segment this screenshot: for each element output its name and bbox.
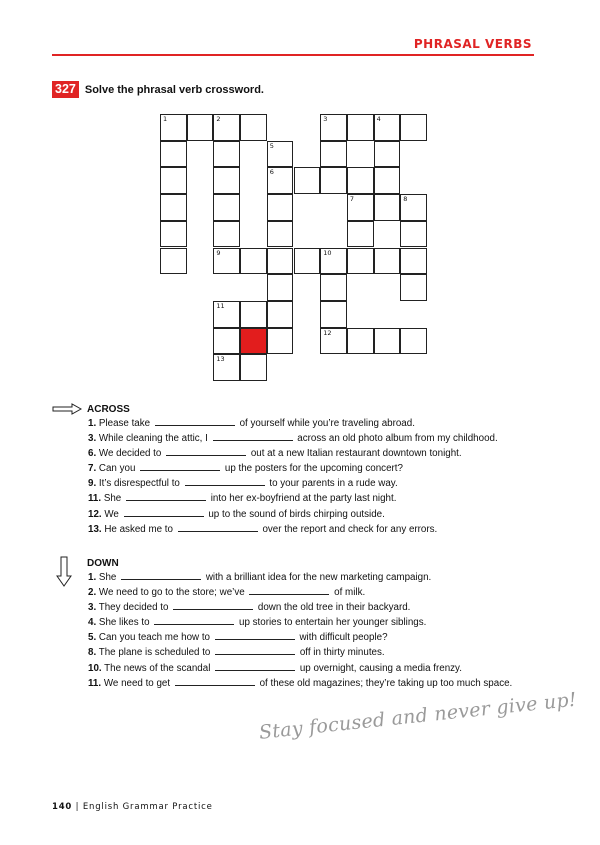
- clue-text-before: It’s disrespectful to: [98, 478, 180, 490]
- crossword-cell[interactable]: [160, 141, 187, 168]
- clue-text-after: out at a new Italian restaurant downtown tonight.: [250, 448, 462, 460]
- crossword-cell[interactable]: [213, 328, 240, 355]
- answer-blank[interactable]: [215, 630, 295, 640]
- answer-blank[interactable]: [166, 446, 246, 456]
- answer-blank[interactable]: [178, 522, 258, 532]
- crossword-cell[interactable]: [320, 328, 347, 355]
- crossword-cell[interactable]: [400, 114, 427, 141]
- clue-text-after: with a brilliant idea for the new marketing campaign.: [205, 572, 432, 583]
- clue-number: 9.: [88, 478, 97, 490]
- clue-text-after: off in thirty minutes.: [299, 647, 385, 659]
- down-clue-list: [88, 570, 512, 691]
- crossword-cell[interactable]: [267, 167, 294, 194]
- crossword-cell[interactable]: [400, 194, 427, 221]
- clue-number: 5: [269, 141, 274, 150]
- clue-text-before: We decided to: [98, 448, 162, 460]
- crossword-cell[interactable]: [160, 221, 187, 248]
- down-clue: [88, 645, 512, 660]
- clue-number: 8.: [88, 647, 97, 659]
- crossword-cell[interactable]: [400, 248, 427, 275]
- down-clue: [88, 630, 512, 645]
- crossword-cell[interactable]: [213, 301, 240, 328]
- clue-text-after: across an old photo album from my childhood.: [297, 433, 498, 445]
- crossword-cell[interactable]: [400, 221, 427, 248]
- crossword-cell[interactable]: [374, 141, 401, 168]
- across-clue: [88, 476, 498, 491]
- crossword-cell[interactable]: [320, 248, 347, 275]
- across-clue: [88, 491, 498, 506]
- crossword-cell[interactable]: [267, 301, 294, 328]
- crossword-cell[interactable]: [294, 167, 321, 194]
- across-clue: [88, 431, 498, 446]
- clue-text-after: down the old tree in their backyard.: [257, 602, 411, 614]
- answer-blank[interactable]: [213, 431, 293, 441]
- crossword-cell[interactable]: [267, 274, 294, 301]
- clue-text-after: up stories to entertain her younger siblings.: [239, 617, 427, 629]
- answer-blank[interactable]: [215, 661, 295, 671]
- exercise-heading: [52, 81, 264, 98]
- clue-number: 12.: [88, 508, 102, 520]
- crossword-cell[interactable]: [240, 354, 267, 381]
- across-clue: [88, 416, 498, 431]
- crossword-cell[interactable]: [187, 114, 214, 141]
- answer-blank[interactable]: [249, 585, 329, 595]
- crossword-cell[interactable]: [347, 194, 374, 221]
- down-heading: [52, 556, 512, 570]
- crossword-cell[interactable]: [267, 194, 294, 221]
- clue-text-before: She: [103, 493, 122, 505]
- clue-number: 1.: [88, 418, 97, 429]
- clue-number: 12: [323, 328, 332, 337]
- clue-text-after: over the report and check for any errors.: [262, 523, 438, 535]
- clue-number: 3: [323, 115, 328, 123]
- clue-text-before: She likes to: [98, 617, 150, 629]
- clue-text-after: of milk.: [334, 587, 366, 599]
- crossword-cell[interactable]: [240, 248, 267, 275]
- clue-number: 6.: [88, 448, 97, 460]
- crossword-cell[interactable]: [320, 301, 347, 328]
- across-title: ACROSS: [87, 403, 130, 415]
- crossword-cell[interactable]: [213, 194, 240, 221]
- clue-number: 5.: [88, 632, 97, 644]
- clue-number: 2: [216, 115, 221, 123]
- crossword-cell[interactable]: [374, 194, 401, 221]
- crossword-cell[interactable]: [347, 248, 374, 275]
- crossword-cell[interactable]: [240, 301, 267, 328]
- crossword-cell[interactable]: [160, 167, 187, 194]
- answer-blank[interactable]: [140, 461, 220, 471]
- crossword-cell[interactable]: [400, 274, 427, 301]
- down-clue: [88, 615, 512, 630]
- clue-text-before: Can you teach me how to: [98, 632, 211, 644]
- crossword-cell[interactable]: [213, 167, 240, 194]
- crossword-cell[interactable]: [240, 114, 267, 141]
- clue-number: 7: [349, 195, 355, 204]
- clue-number: 13.: [88, 523, 102, 535]
- across-clue: [88, 507, 498, 522]
- crossword-cell[interactable]: [347, 328, 374, 355]
- clue-text-after: to your parents in a rude way.: [269, 478, 398, 490]
- clue-number: 3.: [88, 602, 97, 614]
- across-section: [52, 402, 498, 537]
- crossword-cell[interactable]: [374, 248, 401, 275]
- crossword-cell[interactable]: [213, 114, 240, 141]
- across-clue-list: [88, 416, 498, 537]
- crossword-cell[interactable]: [400, 328, 427, 355]
- clue-number: 13: [216, 355, 225, 364]
- crossword-cell[interactable]: [320, 274, 347, 301]
- right-arrow-icon: [52, 402, 82, 416]
- crossword-cell[interactable]: [374, 167, 401, 194]
- clue-number: 11: [216, 301, 225, 310]
- crossword-cell[interactable]: [267, 141, 294, 168]
- clue-number: 4.: [88, 617, 97, 629]
- clue-number: 2.: [88, 587, 97, 599]
- answer-blank[interactable]: [154, 615, 234, 625]
- clue-text-before: While cleaning the attic, I: [98, 433, 208, 445]
- clue-text-after: into her ex-boyfriend at the party last night.: [210, 493, 397, 505]
- answer-blank[interactable]: [173, 600, 253, 610]
- clue-text-before: They decided to: [98, 602, 169, 614]
- clue-number: 7.: [88, 463, 97, 475]
- clue-text-after: of yourself while you’re traveling abroad.: [239, 418, 415, 429]
- across-clue: [88, 461, 498, 476]
- crossword-cell[interactable]: [213, 354, 240, 381]
- crossword-cell[interactable]: [213, 221, 240, 248]
- clue-text-before: The news of the scandal: [104, 662, 211, 674]
- crossword-cell[interactable]: [160, 114, 187, 141]
- crossword-cell[interactable]: [374, 114, 401, 141]
- answer-blank[interactable]: [124, 507, 204, 517]
- crossword-shaded-cell[interactable]: [240, 328, 267, 355]
- across-clue: [88, 522, 498, 537]
- clue-text-after: up to the sound of birds chirping outside.: [208, 508, 385, 520]
- down-section: [52, 556, 512, 691]
- crossword-cell[interactable]: [213, 248, 240, 275]
- exercise-instruction: Solve the phrasal verb crossword.: [84, 83, 264, 96]
- crossword-cell[interactable]: [213, 141, 240, 168]
- clue-text-before: He asked me to: [104, 523, 173, 535]
- answer-blank[interactable]: [121, 570, 201, 580]
- clue-number: 11.: [88, 493, 102, 505]
- clue-number: 8: [403, 195, 408, 204]
- clue-number: 9: [216, 248, 221, 257]
- crossword-cell[interactable]: [160, 194, 187, 221]
- clue-text-before: We need to go to the store; we’ve: [98, 587, 245, 599]
- clue-number: 4: [376, 115, 381, 123]
- book-title: English Grammar Practice: [82, 802, 213, 812]
- crossword-cell[interactable]: [267, 248, 294, 275]
- page-footer: [52, 802, 213, 812]
- down-clue: [88, 570, 512, 585]
- clue-number: 3.: [88, 433, 97, 445]
- clue-text-after: up overnight, causing a media frenzy.: [299, 662, 462, 674]
- page-number: 140: [52, 802, 73, 812]
- crossword-cell[interactable]: [320, 167, 347, 194]
- clue-number: 11.: [88, 677, 102, 689]
- clue-number: 1: [163, 115, 168, 123]
- answer-blank[interactable]: [175, 676, 255, 686]
- crossword-cell[interactable]: [267, 328, 294, 355]
- clue-number: 1.: [88, 572, 97, 583]
- down-arrow-icon: [52, 556, 82, 570]
- motivational-motto: Stay focused and never give up!: [258, 688, 578, 744]
- clue-text-before: Please take: [98, 418, 151, 429]
- down-clue: [88, 585, 512, 600]
- crossword-grid: [160, 114, 427, 381]
- crossword-cell[interactable]: [320, 141, 347, 168]
- down-clue: [88, 661, 512, 676]
- down-clue: [88, 600, 512, 615]
- clue-text-after: with difficult people?: [299, 632, 388, 644]
- answer-blank[interactable]: [155, 416, 235, 426]
- exercise-number: 327: [52, 81, 79, 98]
- crossword-cell[interactable]: [320, 114, 347, 141]
- clue-text-before: We need to get: [103, 677, 171, 689]
- down-clue: [88, 676, 512, 691]
- section-title: PHRASAL VERBS: [413, 37, 532, 51]
- clue-text-before: The plane is scheduled to: [98, 647, 211, 659]
- answer-blank[interactable]: [215, 645, 295, 655]
- clue-text-after: up the posters for the upcoming concert?: [224, 463, 403, 475]
- answer-blank[interactable]: [126, 491, 206, 501]
- answer-blank[interactable]: [185, 476, 265, 486]
- clue-text-after: of these old magazines; they’re taking up too much space.: [259, 677, 513, 689]
- header-rule: [52, 54, 534, 56]
- clue-number: 6: [269, 168, 274, 177]
- down-title: DOWN: [87, 557, 119, 569]
- crossword-cell[interactable]: [374, 328, 401, 355]
- across-heading: [52, 402, 498, 416]
- clue-number: 10: [323, 248, 332, 257]
- clue-text-before: We: [104, 508, 119, 520]
- crossword-cell[interactable]: [160, 248, 187, 275]
- crossword-cell[interactable]: [347, 221, 374, 248]
- crossword-cell[interactable]: [294, 248, 321, 275]
- clue-number: 10.: [88, 662, 102, 674]
- crossword-cell[interactable]: [267, 221, 294, 248]
- clue-text-before: She: [98, 572, 117, 583]
- across-clue: [88, 446, 498, 461]
- crossword-cell[interactable]: [347, 167, 374, 194]
- footer-separator: |: [75, 802, 80, 812]
- crossword-cell[interactable]: [347, 114, 374, 141]
- clue-text-before: Can you: [98, 463, 136, 475]
